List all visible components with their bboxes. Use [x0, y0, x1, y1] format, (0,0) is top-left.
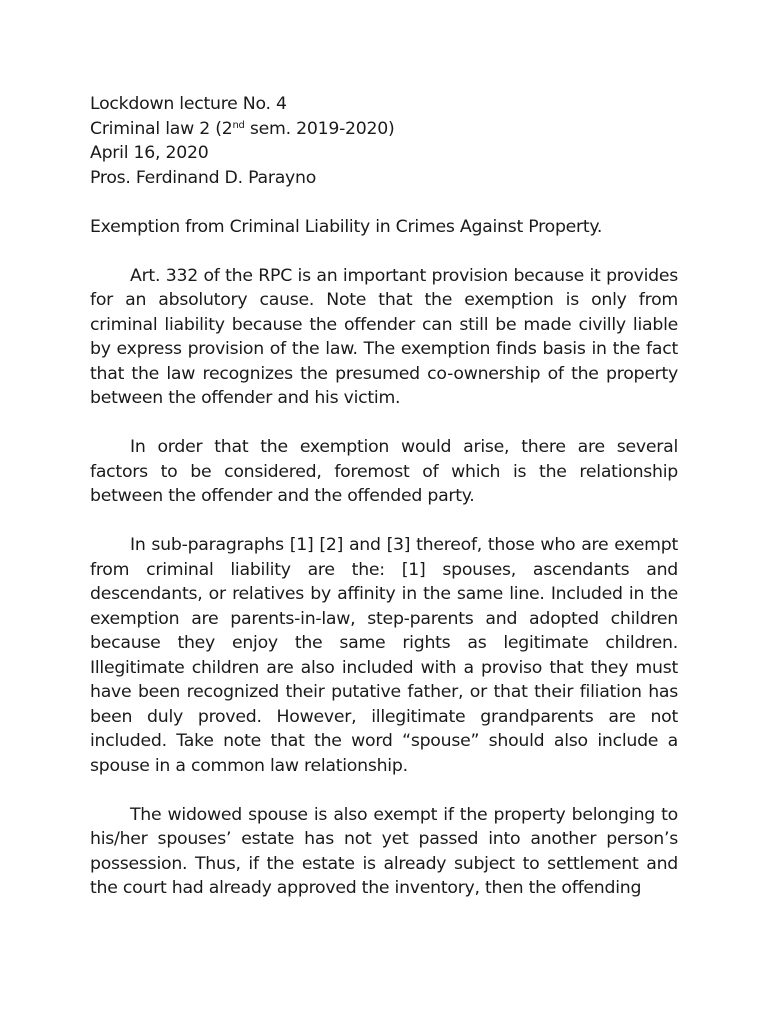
paragraph-exemption-factors: In order that the exemption would arise, there are several factors to be considered, foremost of which is the relationship between the offender and the offended party.: [90, 437, 678, 506]
lecture-author: Pros. Ferdinand D. Parayno: [90, 167, 317, 188]
lecture-date: April 16, 2020: [90, 143, 209, 163]
course-prefix: Criminal law 2 (2: [90, 118, 233, 139]
course-ordinal-superscript: nd: [232, 119, 245, 131]
course-line: [90, 117, 678, 142]
paragraph-article-332: Art. 332 of the RPC is an important provision because it provides for an absolutory cause. Note that the exemption is only from criminal liability because the offender can still be made civilly liable by express provision of the law. The exemption finds basis in the fact that the law recognizes the presumed co-ownership of the property between the offender and his victim.: [90, 265, 678, 408]
lecture-number: Lockdown lecture No. 4: [90, 94, 287, 114]
document-header: [90, 92, 678, 190]
document-page: [90, 92, 678, 901]
paragraph-widowed-spouse: The widowed spouse is also exempt if the property belonging to his/her spouses’ estate has not yet passed into another person’s possession. Thus, if the estate is already subject to settlement and the court had already approved the inventory, then the offending: [90, 804, 678, 898]
document-heading: Exemption from Criminal Liability in Crimes Against Property.: [90, 216, 603, 237]
course-suffix: sem. 2019-2020): [244, 118, 395, 139]
paragraph-exempt-persons: In sub-paragraphs [1] [2] and [3] thereof, those who are exempt from criminal liability are the: [1] spouses, ascendants and descendants, or relatives by affinity in the same line. Included in the exemption are parents-in-law, step-parents and adopted children because they enjoy the same rights as legitimate children. Illegitimate children are also included with a proviso that they must have been recognized their putative father, or that their filiation has been duly proved. However, illegitimate grandparents are not included. Take note that the word “spouse” should also include a spouse in a common law relationship.: [90, 535, 678, 776]
